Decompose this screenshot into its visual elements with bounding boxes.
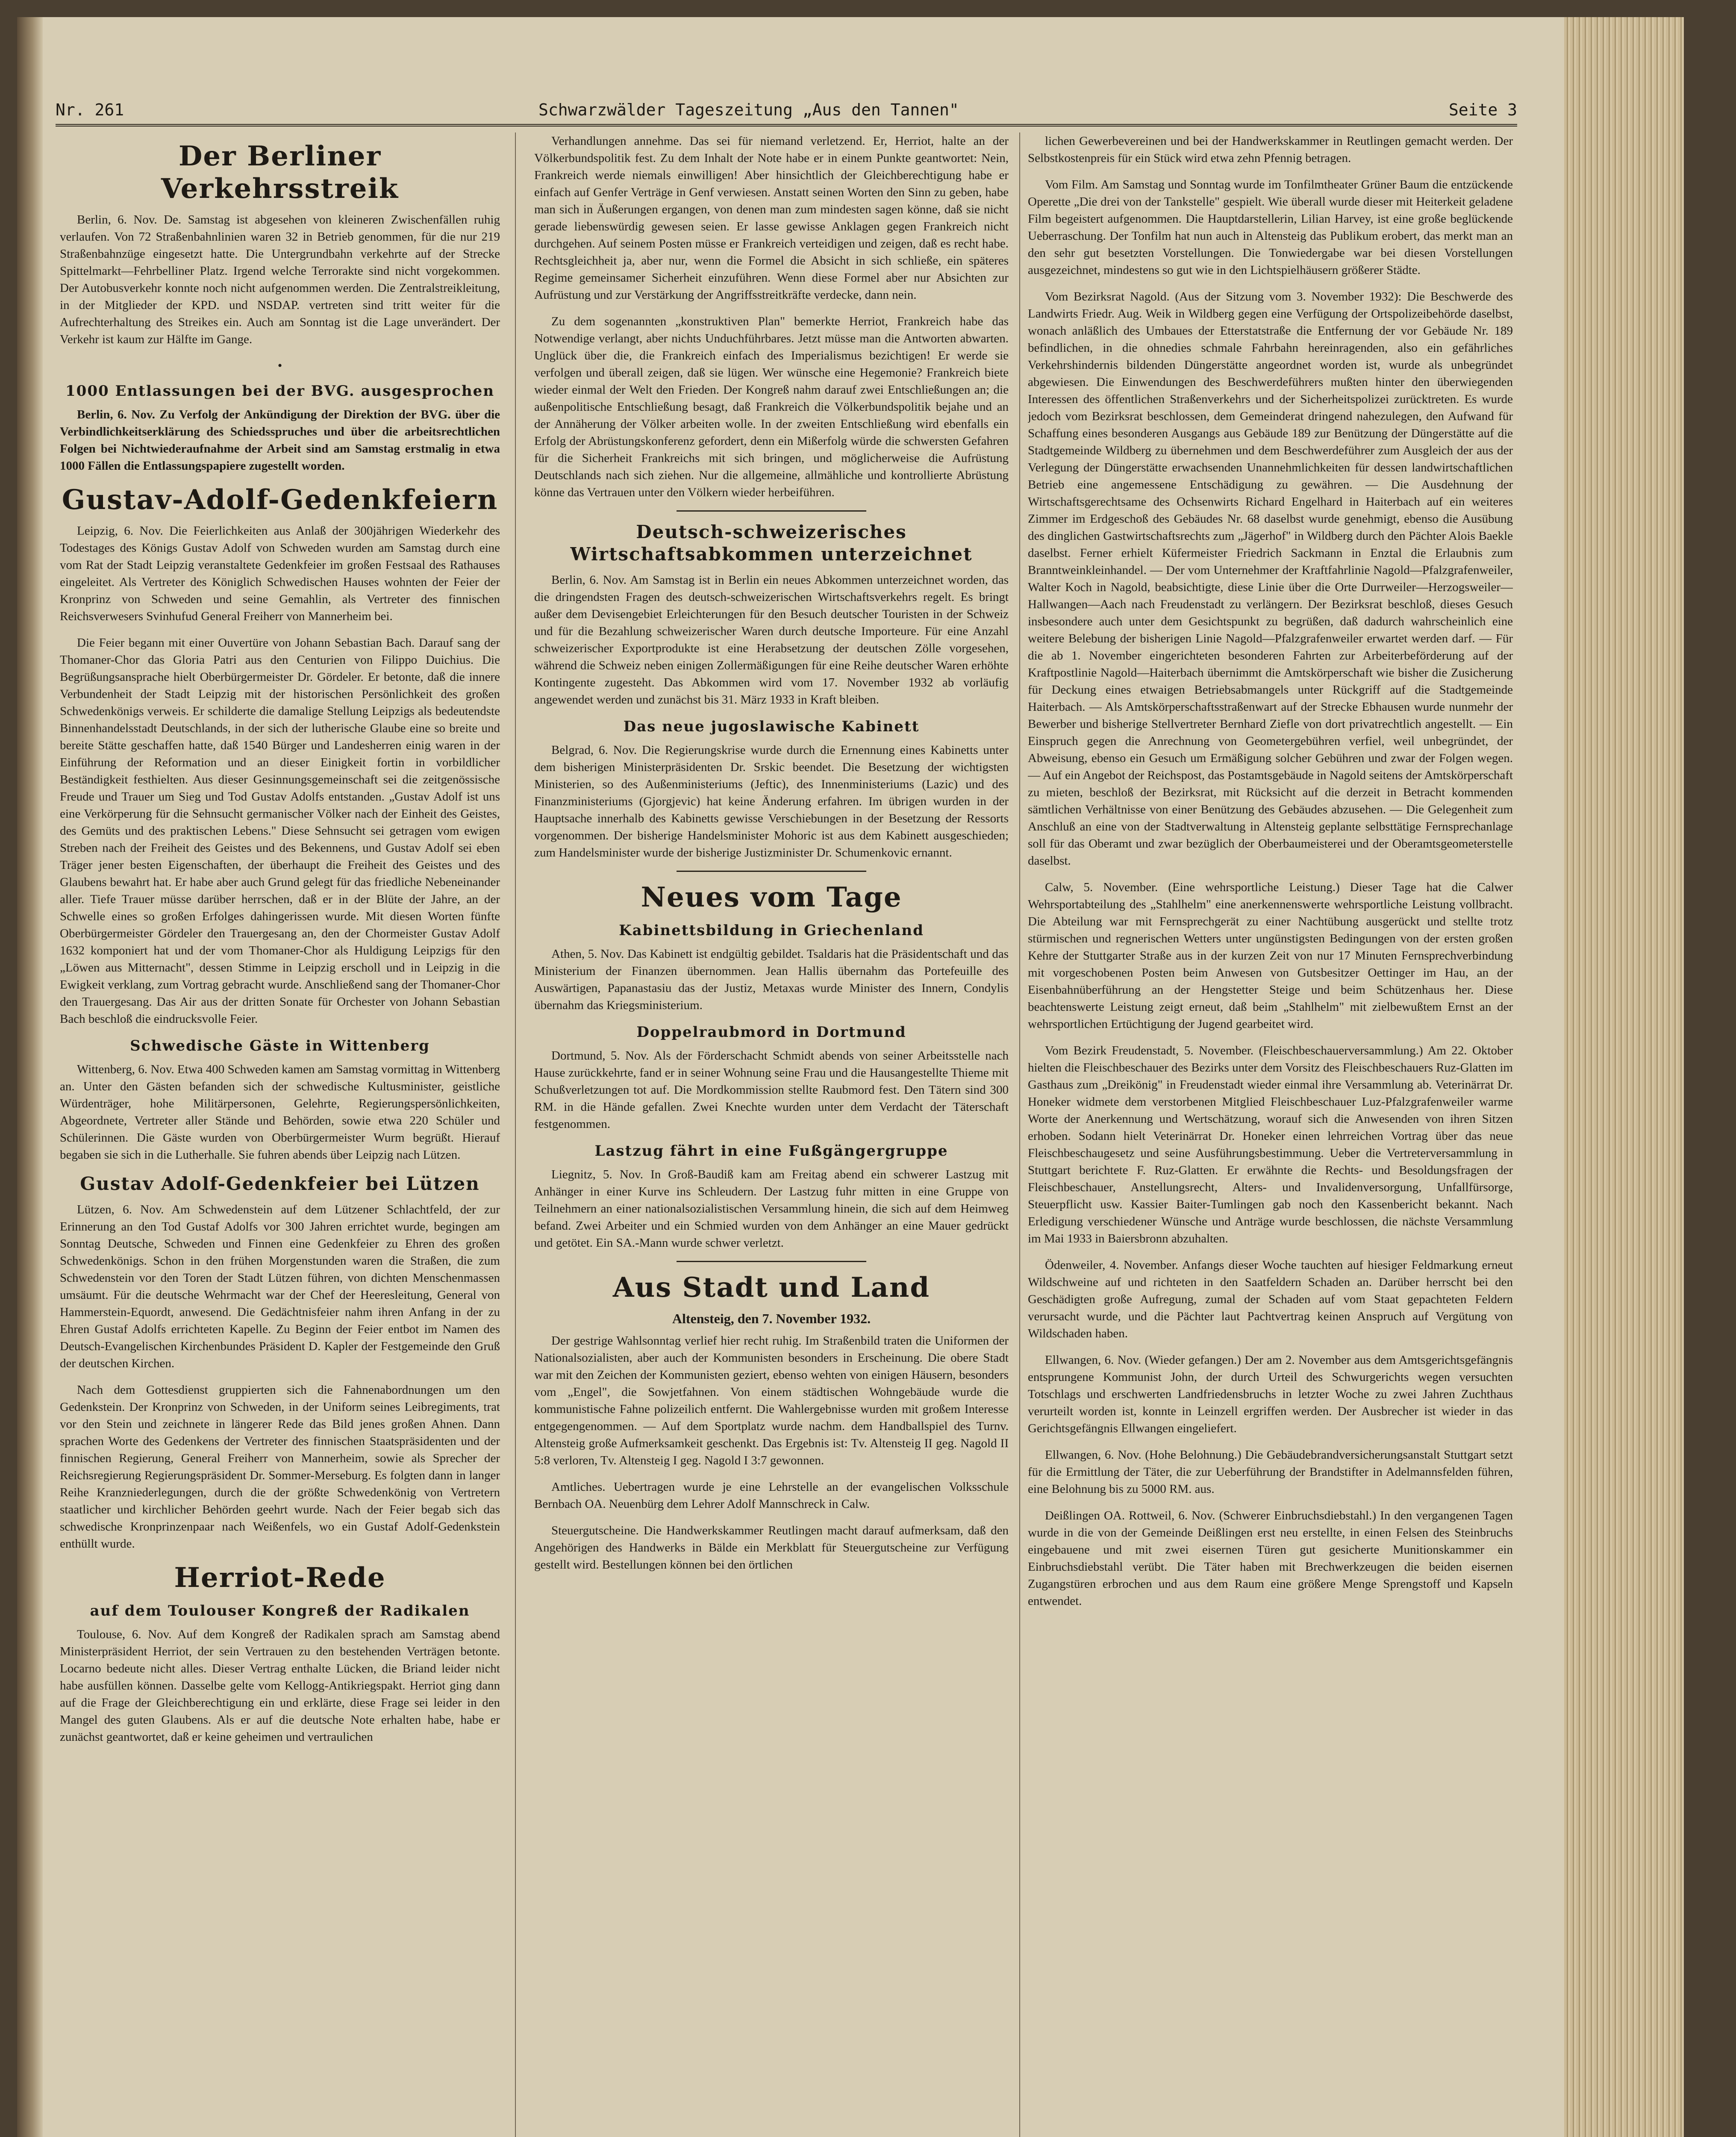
section-headline: Aus Stadt und Land — [612, 1272, 930, 1304]
article-text: Steuergutscheine. Die Handwerkskammer Reutlingen macht darauf aufmerksam, daß den Angehörigen des Handwerks in Bälde ein Merkblatt für Steuergutscheine zur Verfügung gestellt wird. Bestellungen können bei den örtlichen — [534, 1524, 1009, 1572]
article-text: Verhandlungen annehme. Das sei für niemand verletzend. Er, Herriot, halte an der Völkerbundspolitik fest. Zu dem Inhalt der Note habe er in einem Punkte geantwortet: Nein, Frankreich werde niemals einwilligen! Aber hinsichtlich der Gleichberechtigung habe er einfach auf Genfer Verträge in Genf verwiesen. Anstatt seinen Worten den Sinn zu geben, habe man sich in Äußerungen ergangen, von denen man zum mindesten sagen könne, daß sie nicht gerade liebenswürdig gewesen seien. Er lasse gewisse Anklagen gegen Frankreich nicht durchgehen. Auf seinem Posten müsse er Frankreich verteidigen und zeigen, daß es recht habe. Rechtsgleichheit ja, aber nur, wenn die Formel die Absicht in sich schließe, ein späteres Regime gemeinsamer Sicherheit einzuführen. Wenn diese Formel aber nur Absichten zur Aufrüstung und zur Verstärkung der Angriffsstreitkräfte verdecke, dann nein. — [534, 134, 1009, 302]
page-number: Seite 3 — [1448, 100, 1517, 119]
column-1 — [60, 132, 500, 2137]
article-text: Lützen, 6. Nov. Am Schwedenstein auf dem Lützener Schlachtfeld, der zur Erinnerung an den Tod Gustaf Adolfs vor 300 Jahren errichtet wurde, begingen am Sonntag Deutsche, Schweden und Finnen eine Gedenkfeier zu Ehren des großen Schwedenkönigs. Schon in den frühen Morgenstunden waren die Straßen, die zum Schwedenstein vor den Toren der Stadt Lützen führen, von dichten Menschenmassen umsäumt. Für die deutsche Wehrmacht war der Chef der Heeresleitung, General von Hammerstein-Equordt, anwesend. Die Gedächtnisfeier nahm ihren Anfang in der zu Ehren Gustaf Adolfs errichteten Kapelle. Zu Beginn der Feier entbot im Namen des Deutsch-Evangelischen Kirchenbundes Präsident D. Kapler der Festgemeinde den Gruß der deutschen Kirchen. — [60, 1203, 500, 1370]
article-text: Deißlingen OA. Rottweil, 6. Nov. (Schwerer Einbruchsdiebstahl.) In den vergangenen Tagen wurde in die von der Gemeinde Deißlingen erst neu erstellte, in einen Felsen des Steinbruchs eingebauene und mit zwei eisernen Türen gut gesicherte Munitionskammer ein Einbruchsdiebstahl verübt. Die Täter haben mit Brechwerkzeugen die beiden eisernen Zugangstüren erbrochen und aus dem Raum eine größere Menge Sprengstoff und Kapseln entwendet. — [1028, 1509, 1513, 1608]
article-text: Nach dem Gottesdienst gruppierten sich die Fahnenabordnungen um den Gedenkstein. Der Kronprinz von Schweden, in der Uniform seines Leibregiments, trat vor den Stein und zeichnete in längerer Rede das Bild jenes großen Ahnen. Dann sprachen Worte des Gedenkens der Vertreter des finnischen Staatspräsidenten und der finnischen Regierung, General Freiherr von Mannerheim, sowie als Sprecher der Reichsregierung Regierungspräsident Dr. Sommer-Merseburg. Es folgten dann in langer Reihe Kranzniederlegungen, durch die der größte Schwedenkönig von Vertretern staatlicher und kirchlicher Behörden geehrt wurde. Nach der Feier begab sich das schwedische Kronprinzenpaar nach Weißenfels, wo ein Gustaf Adolf-Gedenkstein enthüllt wurde. — [60, 1383, 500, 1551]
section-headline: Neues vom Tage — [641, 881, 902, 913]
column-2 — [534, 132, 1009, 2137]
separator — [677, 871, 866, 872]
article-text: Vom Bezirk Freudenstadt, 5. November. (Fleischbeschauerversammlung.) Am 22. Oktober hielten die Fleischbeschauer des Bezirks unter dem Vorsitz des Fleischbeschauers Ruz-Glatten im Gasthaus zum „Dreikönig" in Freudenstadt wieder einmal ihre Versammlung ab. Veterinärrat Dr. Honeker widmete dem verstorbenen Mitglied Fleischbeschauer Luz-Pfalzgrafenweiler warme Worte der Anerkennung und Wertschätzung, worauf sich die Anwesenden von ihren Sitzen erhoben. Sodann hielt Veterinärrat Dr. Honeker einen lehrreichen Vortrag über das neue Fleischbeschaugesetz und seine Ausführungsbestimmung. Ueber die Vertreterversammlung in Stuttgart berichtete F. Ruz-Glatten. Er erwähnte die Rechts- und Besoldungsfragen der Fleischbeschauer, Anstellungsrecht, Alters- und Invalidenversorgung, Unfallfürsorge, Steuerpflicht usw. Kassier Baiter-Tumlingen gab noch den Kassenbericht bekannt. Nach Erledigung verschiedener Wünsche und Anträge wurde beschlossen, die nächste Versammlung im Mai 1933 in Baiersbronn abzuhalten. — [1028, 1044, 1513, 1245]
headline: Gustav Adolf-Gedenkfeier bei Lützen — [80, 1173, 480, 1194]
book-page-edges — [1564, 17, 1684, 2137]
newspaper-title: Schwarzwälder Tageszeitung „Aus den Tannen" — [538, 100, 959, 119]
subheadline: auf dem Toulouser Kongreß der Radikalen — [90, 1602, 470, 1619]
headline: Doppelraubmord in Dortmund — [636, 1024, 906, 1041]
article-text: Berlin, 6. Nov. Zu Verfolg der Ankündigung der Direktion der BVG. über die Verbindlichkeitserklärung des Schiedsspruches und über die arbeitsrechtlichen Folgen bei Nichtwiederaufnahme der Arbeit sind am Samstag erstmalig in etwa 1000 Fällen die Entlassungspapiere zugestellt worden. — [60, 408, 500, 473]
headline: Lastzug fährt in eine Fußgängergruppe — [594, 1142, 948, 1160]
issue-number: Nr. 261 — [56, 100, 124, 119]
separator — [677, 1261, 866, 1262]
article-text: Toulouse, 6. Nov. Auf dem Kongreß der Radikalen sprach am Samstag abend Ministerpräsident Herriot, der sein Vertrauen zu den bestehenden Verträgen betonte. Locarno bedeute nicht alles. Dieser Vertrag enthalte Lücken, die Briand leider nicht habe ausfüllen können. Dasselbe gelte vom Kellogg-Antikriegspakt. Herriot ging dann auf die Frage der Gleichberechtigung ein und erklärte, diese Frage sei leider in den Mangel des guten Glaubens. Als er auf die deutsche Note erhalten habe, habe er zunächst geantwortet, daß er keine geheimen und vertraulichen — [60, 1628, 500, 1744]
headline: Herriot-Rede — [174, 1562, 386, 1594]
article-text: Berlin, 6. Nov. De. Samstag ist abgesehen von kleineren Zwischenfällen ruhig verlaufen. Von 72 Straßenbahnlinien waren 32 in Betrieb genommen, für die nur 219 Straßenbahnzüge eingesetzt hatte. Die Untergrundbahn verkehrte auf der Strecke Spittelmarkt—Fehrbelliner Platz. Irgend welche Terrorakte sind nicht vorgekommen. Der Autobusverkehr konnte noch nicht aufgenommen werden. Die Zentralstreikleitung, in der Mitglieder der KPD. und NSDAP. vertreten sind tritt weiter für die Aufrechterhaltung des Streikes ein. Auch am Sonntag ist die Lage unverändert. Der Verkehr ist kaum zur Hälfte im Gange. — [60, 213, 500, 346]
separator: • — [277, 359, 282, 373]
article-text: Liegnitz, 5. Nov. In Groß-Baudiß kam am Freitag abend ein schwerer Lastzug mit Anhänger in einer Kurve ins Schleudern. Der Lastzug fuhr mitten in eine Gruppe von Teilnehmern an einer nationalsozialistischen Versammlung hinein, die sich auf dem Heimweg befand. Zwei Arbeiter und ein Schmied wurden von dem Anhänger an eine Mauer gedrückt und getötet. Ein SA.-Mann wurde schwer verletzt. — [534, 1168, 1009, 1250]
article-text: Amtliches. Uebertragen wurde je eine Lehrstelle an der evangelischen Volksschule Bernbach OA. Neuenbürg dem Lehrer Adolf Mannschreck in Calw. — [534, 1480, 1009, 1511]
article-text: Athen, 5. Nov. Das Kabinett ist endgültig gebildet. Tsaldaris hat die Präsidentschaft und das Ministerium der Finanzen übernommen. Jean Hallis übernahm das Portefeuille des Auswärtigen, Papanastasiu das der Justiz, Metaxas wurde Minister des Innern, Condylis übernahm das Kriegsministerium. — [534, 947, 1009, 1012]
headline: Kabinettsbildung in Griechenland — [619, 922, 924, 939]
headline: Schwedische Gäste in Wittenberg — [130, 1037, 430, 1054]
article-text: Die Feier begann mit einer Ouvertüre von Johann Sebastian Bach. Darauf sang der Thomaner-Chor das Gloria Patri aus den Centurien von Filippo Duichius. Die Begrüßungsansprache hielt Oberbürgermeister Dr. Gördeler. Er betonte, daß die innere Verbundenheit der Stadt Leipzig mit der historischen Persönlichkeit des großen Schwedenkönigs verweis. Er schilderte die damalige Stellung Leipzigs als bedeutendste Binnenhandelsstadt Deutschlands, in der sich der lutherische Glaube eine so breite und bereite Stätte geschaffen hatte, daß 1540 Bürger und Landesherren einig waren in der Einführung der Reformation und an dieser Einigkeit fortin in vorbildlicher Beständigkeit festhielten. Aus dieser Gesinnungsgemeinschaft sei die zeitgenössische Freude und Trauer um Sieg und Tod Gustav Adolfs entstanden. „Gustav Adolf ist uns eine Verkörperung für die Sehnsucht germanischer Völker nach der Einheit des Geistes, des Gemüts und des praktischen Lebens." Diese Sehnsucht sei getragen vom ewigen Streben nach der Freiheit des Geistes und des Bekennens, und Gustav Adolf sei eben Träger jener besten Eigenschaften, der überhaupt die Freiheit des Geistes und des Glaubens bewahrt hat. Er habe aber auch Grund gelegt für das friedliche Nebeneinander aller. Tiefe Trauer müsse darüber herrschen, daß er in der Blüte der Jahre, an der Schwelle eines so großen Erfolges dahingerissen wurde. Mit diesen Worten fünfte Oberbürgermeister Gördeler den Trauergesang an, den der Chormeister Gustav Adolf 1632 komponiert hat und der vom Thomaner-Chor als Huldigung Leipzigs für den „Löwen aus Mitternacht", dessen Stimme in Leipzig erscholl und in Leipzig in die Ewigkeit verklang, zum Vortrag gebracht wurde. Anschließend sang der Thomaner-Chor den Trauergesang. Das Air aus der dritten Sonate für Orchester von Johann Sebastian Bach beschloß die eindrucksvolle Feier. — [60, 636, 500, 1026]
article-text: lichen Gewerbevereinen und bei der Handwerkskammer in Reutlingen gemacht werden. Der Selbstkostenpreis für ein Stück wird etwa zehn Pfennig betragen. — [1028, 134, 1513, 165]
book-binding — [17, 17, 43, 2137]
article-text: Vom Bezirksrat Nagold. (Aus der Sitzung vom 3. November 1932): Die Beschwerde des Landwirts Friedr. Aug. Weik in Wildberg gegen eine Verfügung der Ortspolizeibehörde daselbst, wonach anläßlich des Umbaues der Etterstatstraße die Entfernung der vor Gebäude Nr. 189 befindlichen, in die ohnedies schmale Fahrbahn hereinragenden, also ein gefährliches Verkehrshindernis bildenden Düngerstätte angeordnet worden ist, wurde als unbegründet abgewiesen. Die Einwendungen des Beschwerdeführers mußten hinter den überwiegenden Interessen des öffentlichen Straßenverkehrs und der Sicherheitspolizei zurücktreten. Es wurde jedoch vom Bezirksrat beschlossen, dem Gemeinderat dringend nahezulegen, den Aufwand für Schaffung eines besonderen Ausgangs aus Gebäude 189 zur Benützung der Düngerstätte auf die Stadtgemeinde Wildberg zu übernehmen und dem Beschwerdeführer zum Ausgleich der aus der Verlegung der Düngerstätte erwachsenden Unannehmlichkeiten für dessen landwirtschaftlichen Betrieb eine angemessene Entschädigung zu gewähren. — Die Ausdehnung der Wirtschaftsgerechtsame des Ochsenwirts Richard Engelhard in Haiterbach auf ein weiteres Zimmer im Erdgeschoß des Gebäudes Nr. 68 daselbst wurde genehmigt, ebenso die Ausübung des dinglichen Gastwirtschaftsrechts zum „Jägerhof" in Wildberg durch den Pächter Alois Baekle daselbst. Ferner erhielt Küfermeister Friedrich Sackmann in Enztal die Erlaubnis zum Branntweinkleinhandel. — Der vom Unternehmer der Kraftfahrlinie Nagold—Pfalzgrafenweiler, Walter Koch in Nagold, beabsichtigte, diese Linie über die Orte Durrweiler—Herzogsweiler—Hallwangen—Aach nach Freudenstadt zu verlängern. Der Bezirksrat beschloß, dieses Gesuch insbesondere auch unter dem Gesichtspunkt zu begrüßen, daß dadurch wahrscheinlich eine weitere Belebung der bisherigen Linie Nagold—Pfalzgrafenweiler erwartet werden darf. — Für die ab 1. November eingerichteten besonderen Fahrten zur Arbeiterbeförderung auf der Kraftpostlinie Nagold—Haiterbach übernimmt die Amtskörperschaft wie bisher die Zusicherung für Deckung eines etwaigen Betriebsabmangels unter Rückgriff auf die Stadtgemeinde Haiterbach. — Als Amtskörperschaftsstraßenwart auf der Strecke Ebhausen wurde nunmehr der Bewerber und bisherige Stellvertreter Bernhard Ziefle von dort privatrechtlich angestellt. — Ein Einspruch gegen die Anrechnung von Geometergebühren verfiel, weil unbegründet, der Abweisung, ebenso ein Gesuch um Ermäßigung solcher Gebühren und zwar der Folgen wegen. — Auf ein Angebot der Reichspost, das Postamtsgebäude in Nagold seitens der Amtskörperschaft zu mieten, beschloß der Bezirksrat, mit Rücksicht auf die derzeit in Betracht kommenden sämtlichen Verhältnisse von einer Benützung des Gebäudes abzusehen. — Die Gelegenheit zum Anschluß an eine von der Stadtverwaltung in Altensteig geplante selbsttätige Fernsprechanlage soll für das Oberamt und zwar bezüglich der Oberbaumeisterei und der Oberamtsgeometerstelle daselbst. — [1028, 290, 1513, 868]
separator — [677, 510, 866, 512]
article-text: Ödenweiler, 4. November. Anfangs dieser Woche tauchten auf hiesiger Feldmarkung erneut Wildschweine auf und richteten in den Saatfeldern Schaden an. Darüber herrscht bei den Geschädigten große Aufregung, zumal der Schaden auf vom Staat gepachteten Feldern verursacht wurde, und die Pächter laut Pachtvertrag keinen Anspruch auf Vergütung von Wildschaden haben. — [1028, 1258, 1513, 1340]
article-text: Wittenberg, 6. Nov. Etwa 400 Schweden kamen am Samstag vormittag in Wittenberg an. Unter den Gästen befanden sich der schwedische Kultusminister, geistliche Würdenträger, hohe Militärpersonen, Gelehrte, Regierungspersönlichkeiten, Abgeordnete, Vertreter aller Stände und Behörden, sowie etwa 220 Schüler und Schülerinnen. Die Gäste wurden von Oberbürgermeister Wurm begrüßt. Hierauf begaben sie sich in die Lutherhalle. Sie fuhren abends über Leipzig nach Lützen. — [60, 1063, 500, 1162]
article-text: Ellwangen, 6. Nov. (Wieder gefangen.) Der am 2. November aus dem Amtsgerichtsgefängnis entsprungene Kommunist John, der durch Urteil des Schwurgerichts wegen versuchten Totschlags und erschwerten Landfriedensbruchs in letzter Woche zu zwei Jahren Zuchthaus verurteilt worden ist, konnte in Leinzell ergriffen werden. Der Ausbrecher ist wieder in das Gerichtsgefängnis Ellwangen eingeliefert. — [1028, 1353, 1513, 1435]
headline: Deutsch-schweizerisches Wirtschaftsabkommen unterzeichnet — [570, 521, 973, 565]
headline: Der Berliner Verkehrsstreik — [161, 140, 399, 205]
column-rule — [515, 132, 516, 2137]
article-text: Dortmund, 5. Nov. Als der Förderschacht Schmidt abends von seiner Arbeitsstelle nach Hause zurückkehrte, fand er in seiner Wohnung seine Frau und die Hausangestellte Thieme mit Schußverletzungen tot auf. Die Mordkommission stellte Raubmord fest. Den Tätern sind 300 RM. in die Hände gefallen. Zwei Knechte wurden unter dem Verdacht der Täterschaft festgenommen. — [534, 1049, 1009, 1131]
page-header — [56, 98, 1517, 127]
article-text: Zu dem sogenannten „konstruktiven Plan" bemerkte Herriot, Frankreich habe das Notwendige verlangt, aber nichts Unduchführbares. Jetzt müsse man die Antworten abwarten. Unglück über die, die Frankreich einfach des Imperialismus bezichtigen! Er werde sie verfolgen und überall zeigen, daß sie lügen. Wer wünsche eine Hegemonie? Frankreich biete wieder einmal der Welt den Frieden. Der Kongreß nahm darauf zwei Entschließungen an; die außenpolitische Entschließung besagt, daß Frankreich die Völkerbundspolitik bejahe und an der Annäherung der Völker arbeiten wolle. In der zweiten Entschließung wird ebenfalls ein Erfolg der Abrüstungskonferenz gefordert, denn ein Mißerfolg würde die schwersten Gefahren für die Sicherheit Frankreichs mit sich bringen, und möglicherweise die Aufrüstung Deutschlands nach sich ziehen. Nur die allgemeine, allmähliche und kontrollierte Abrüstung könne das Vertrauen unter den Völkern wieder herbeiführen. — [534, 315, 1009, 499]
article-text: Leipzig, 6. Nov. Die Feierlichkeiten aus Anlaß der 300jährigen Wiederkehr des Todestages des Königs Gustav Adolf von Schweden wurden am Samstag durch eine vom Rat der Stadt Leipzig veranstaltete Gedenkfeier im großen Festsaal des Rathauses eingeleitet. Als Vertreter des Königlich Schwedischen Hauses wohnten der Feier der Kronprinz von Schweden und seine Gemahlin, als Vertreter des finnischen Reichsverwesers Svinhufud General Freiherr von Mannerheim bei. — [60, 524, 500, 623]
article-text: Berlin, 6. Nov. Am Samstag ist in Berlin ein neues Abkommen unterzeichnet worden, das die dringendsten Fragen des deutsch-schweizerischen Wirtschaftsverkehrs regelt. Es bringt außer dem Devisengebiet Erleichterungen für den Besuch deutscher Touristen in der Schweiz und für die Bezahlung schweizerischer Waren durch deutsche Importeure. Für eine Anzahl schweizerischer Exportprodukte ist eine Herabsetzung der deutschen Zölle vorgesehen, während die Schweiz neben einigen Zollermäßigungen für eine Reihe deutscher Waren erhöhte Kontingente zugesteht. Das Abkommen wird vom 17. November 1932 ab vorläufig angewendet werden und zunächst bis 31. März 1933 in Kraft bleiben. — [534, 573, 1009, 706]
column-rule — [1019, 132, 1020, 2137]
article-text: Belgrad, 6. Nov. Die Regierungskrise wurde durch die Ernennung eines Kabinetts unter dem bisherigen Ministerpräsidenten Dr. Srskic beendet. Die Besetzung der wichtigsten Ministerien, so des Außenministeriums (Jeftic), des Innenministeriums (Lazic) und des Finanzministeriums (Gjorgjevic) hat keine Änderung erfahren. Im übrigen wurden in der Hauptsache innerhalb des Kabinetts gewisse Verschiebungen in der Besetzung der Ressorts vorgenommen. Der bisherige Handelsminister Mohoric ist aus dem Kabinett ausgeschieden; zum Handelsminister wurde der bisherige Justizminister Dr. Schumenkovic ernannt. — [534, 743, 1009, 860]
article-text: Calw, 5. November. (Eine wehrsportliche Leistung.) Dieser Tage hat die Calwer Wehrsportabteilung des „Stahlhelm" eine anerkennenswerte wehrsportliche Leistung vollbracht. Die Abteilung war mit Fernsprechgerät zu einer Nachtübung ausgerückt und stellte trotz stürmischen und regnerischen Wetters unter ungünstigsten Bedingungen von der ersten großen Kehre der Stuttgarter Straße aus in der kurzen Zeit von nur 17 Minuten Fernsprechverbindung mit vorgeschobenen Posten beim Anwesen von Gutsbesitzer Oettinger im Hau, an der Eisenbahnüberführung an der Hengstetter Steige und beim Schützenhaus her. Diese beachtenswerte Leistung zeigt erneut, daß beim „Stahlhelm" mit zielbewußtem Ernst an der wehrsportlichen Ertüchtigung der Jugend gearbeitet wird. — [1028, 880, 1513, 1031]
dateline: Altensteig, den 7. November 1932. — [672, 1311, 871, 1326]
headline: Das neue jugoslawische Kabinett — [623, 718, 920, 735]
article-text: Der gestrige Wahlsonntag verlief hier recht ruhig. Im Straßenbild traten die Uniformen der Nationalsozialisten, aber auch der Kommunisten besonders in Erscheinung. Die obere Stadt war mit den Zeichen der Kommunisten geziert, ebenso wehten von einigen Häusern, besonders vom „Engel", die Sowjetfahnen. Von einem städtischen Wohngebäude wurde die kommunistische Fahne polizeilich entfernt. Die Wahlergebnisse wurden mit großem Interesse entgegengenommen. — Auf dem Sportplatz wurde nachm. dem Handballspiel des Turnv. Altensteig große Aufmerksamkeit geschenkt. Das Ergebnis ist: Tv. Altensteig II geg. Nagold II 5:8 verloren, Tv. Altensteig I geg. Nagold I 3:7 gewonnen. — [534, 1334, 1009, 1467]
headline: 1000 Entlassungen bei der BVG. ausgesprochen — [65, 383, 494, 400]
column-3 — [1028, 132, 1513, 2137]
article-text: Vom Film. Am Samstag und Sonntag wurde im Tonfilmtheater Grüner Baum die entzückende Operette „Die drei von der Tankstelle" gespielt. Wie überall wurde dieser mit Heiterkeit geladene Film begeistert aufgenommen. Die Hauptdarstellerin, Lilian Harvey, ist eine große beglückende Ueberraschung. Der Tonfilm hat nun auch in Altensteig das Publikum erobert, das merkt man an den sehr gut besetzten Vorstellungen. Die Tonwiedergabe war bei diesen Vorstellungen ausgezeichnet, mindestens so gut wie in den Lichtspielhäusern größerer Städte. — [1028, 178, 1513, 277]
article-text: Ellwangen, 6. Nov. (Hohe Belohnung.) Die Gebäudebrandversicherungsanstalt Stuttgart setzt für die Ermittlung der Täter, die zur Ueberführung der Brandstifter in Adelmannsfelden führen, eine Belohnung bis zu 5000 RM. aus. — [1028, 1448, 1513, 1496]
headline: Gustav-Adolf-Gedenkfeiern — [62, 484, 498, 516]
